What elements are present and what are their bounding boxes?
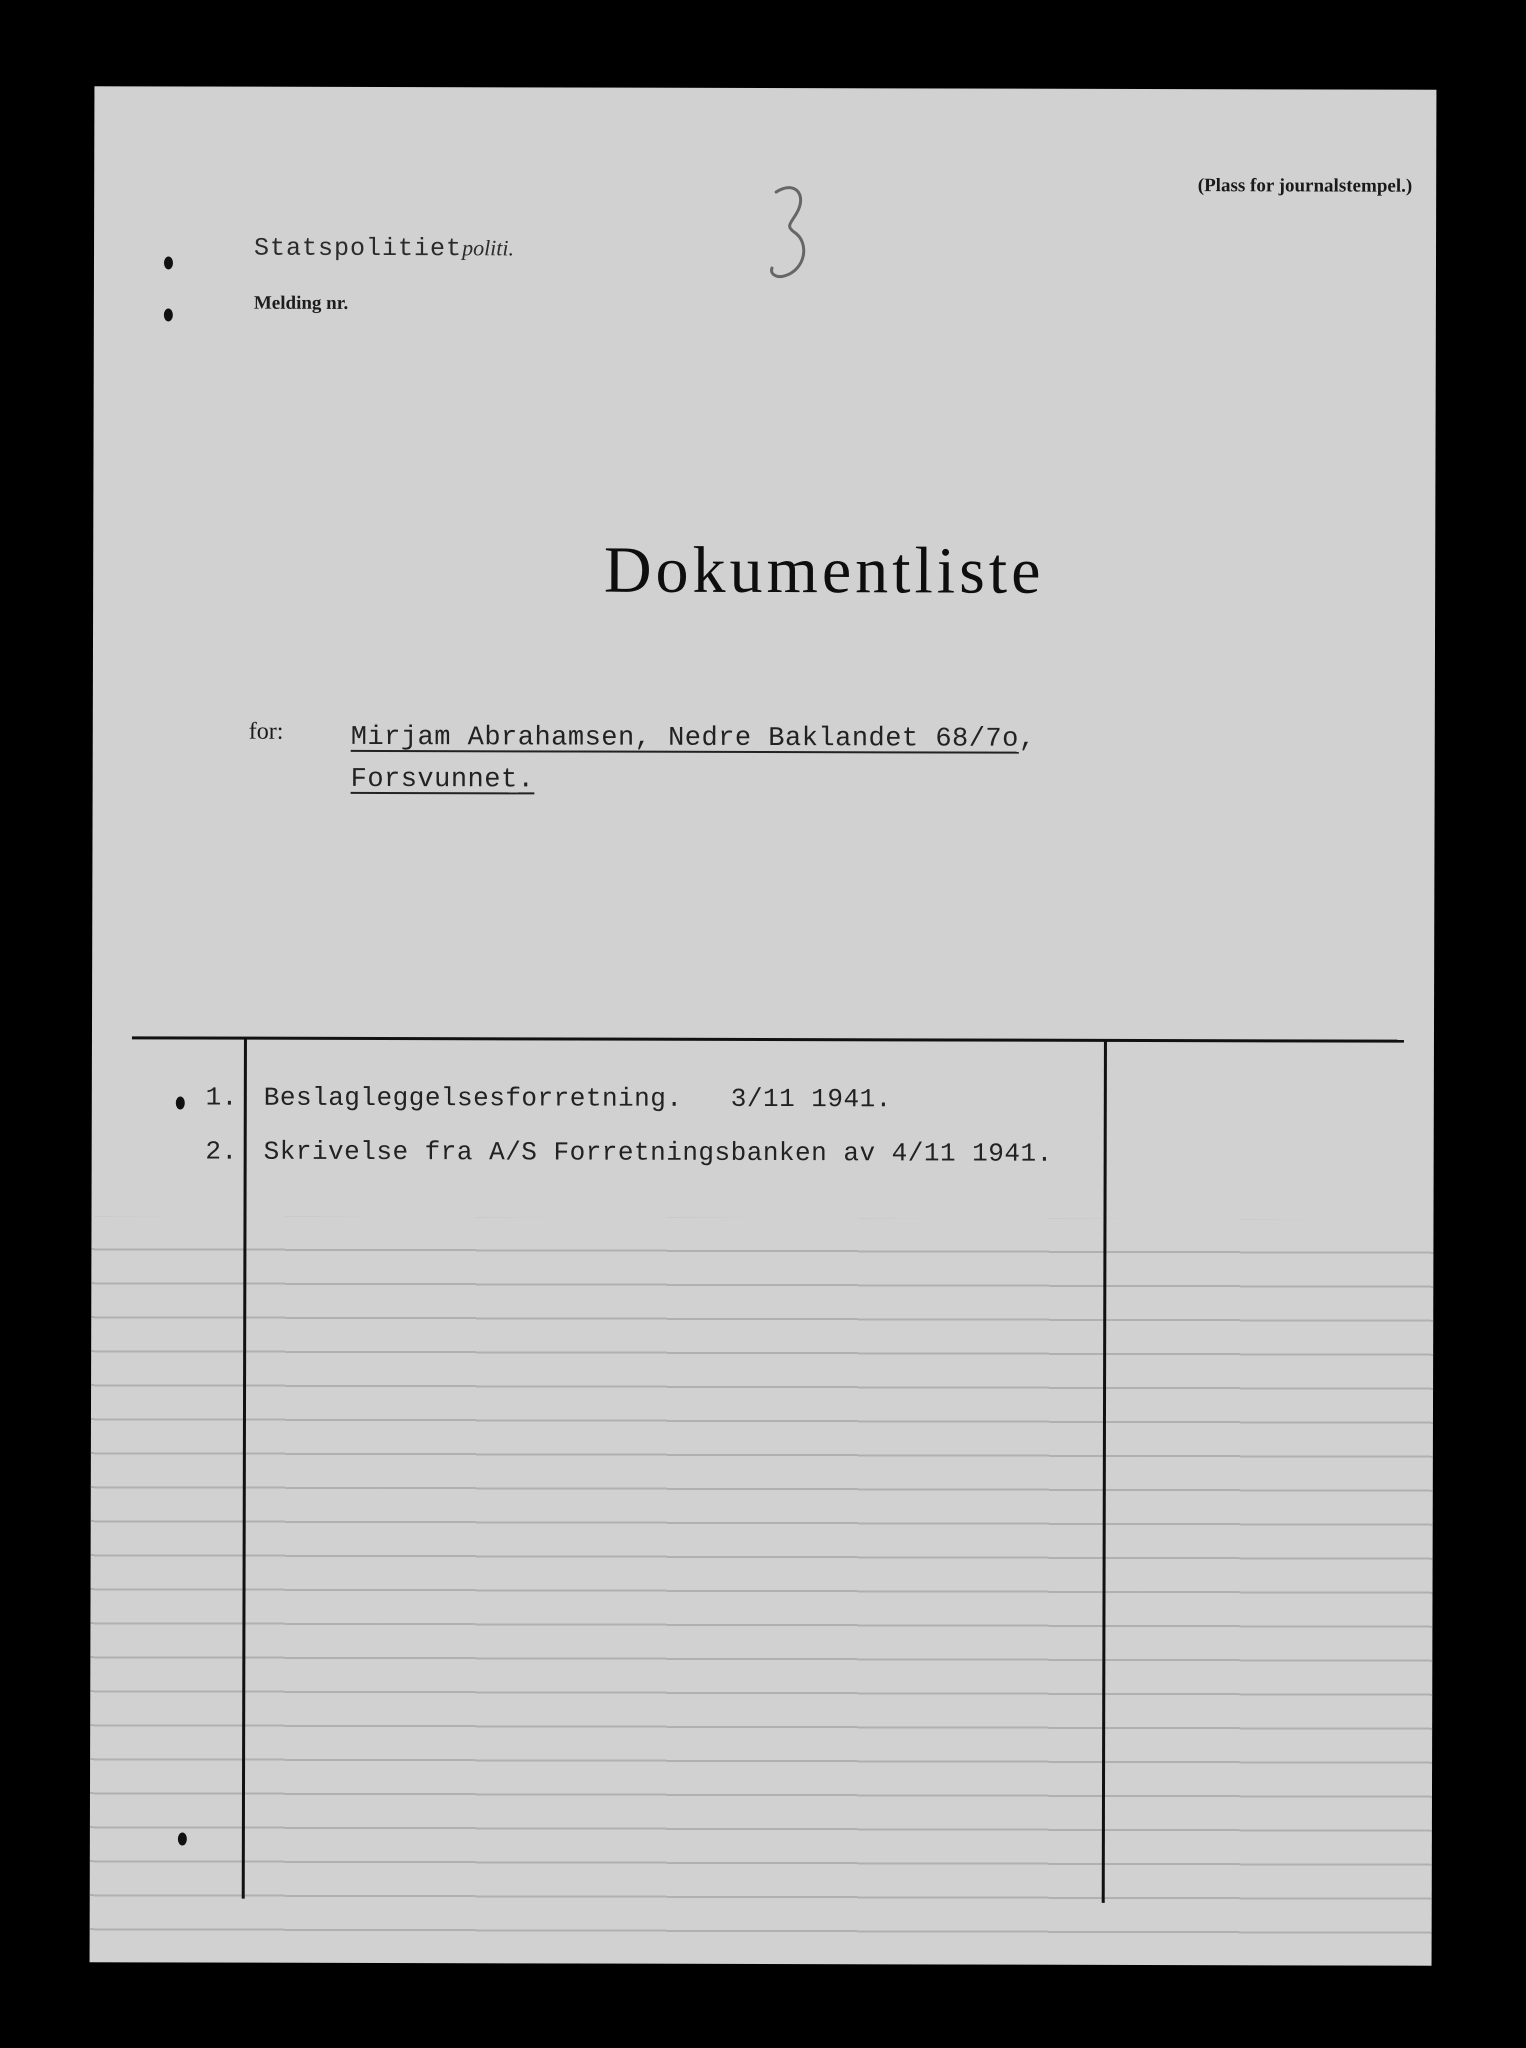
document-page	[90, 86, 1437, 1966]
punch-hole-mark	[164, 308, 173, 321]
subject-line-1: Mirjam Abrahamsen, Nedre Baklandet 68/7o	[350, 722, 1019, 755]
police-printed-suffix: politi.	[462, 235, 515, 261]
police-typed-name: Statspolitiet	[253, 233, 463, 264]
subject-label: for:	[248, 718, 284, 745]
entry-number: 2.	[205, 1136, 238, 1167]
ruled-lines	[90, 1216, 1434, 1946]
entry-number: 1.	[205, 1082, 238, 1113]
document-title: Dokumentliste	[603, 533, 1045, 608]
journal-stamp-note: (Plass for journalstempel.)	[1197, 175, 1413, 197]
punch-hole-mark	[176, 1096, 185, 1109]
table-top-rule	[132, 1036, 1404, 1042]
subject-line-1-trail: ,	[1018, 724, 1036, 755]
list-item	[192, 1082, 1134, 1115]
subject-line-2-trail: .	[517, 765, 535, 796]
subject-block	[351, 717, 1036, 803]
report-number-label: Melding nr.	[253, 292, 349, 314]
subject-line-2: Forsvunnet	[350, 764, 518, 796]
punch-hole-mark	[178, 1832, 187, 1845]
punch-hole-mark	[164, 256, 173, 269]
entry-text: Skrivelse fra A/S Forretningsbanken av 4/11 1941.	[263, 1136, 1053, 1169]
handwritten-mark	[762, 178, 822, 298]
list-item	[192, 1136, 1134, 1169]
entry-text: Beslagleggelsesforretning. 3/11 1941.	[263, 1082, 892, 1115]
police-department	[254, 234, 514, 264]
